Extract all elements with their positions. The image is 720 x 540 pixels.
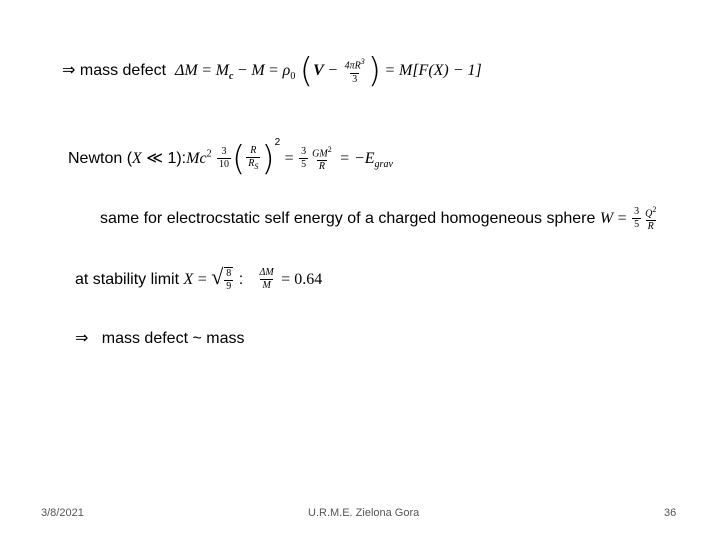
condition: ≪ 1): [141,150,187,167]
equals: = [617,209,627,227]
v: V [313,62,324,80]
fraction-gm2-r: $\frac{GM^2}{R}$ [312,145,332,173]
equals: = [284,150,294,167]
minus: − [328,62,338,80]
implies-arrow: ⇒ [75,330,89,347]
page-number: 36 [664,507,677,519]
right-paren: ) [261,138,275,179]
right-paren: ) [367,51,382,91]
equation-stability [75,264,322,293]
fraction-3-5: $\frac{3}{5}$ [301,146,307,171]
x: X [132,150,142,167]
fraction-r-rs: $\frac{R}{R_S}$ [248,144,259,171]
minus: − [237,62,247,80]
equals: = [269,62,279,80]
stability-text: at stability limit [75,271,180,288]
rho-zero: $\rho_0$ [282,62,296,83]
left-paren: ( [299,51,314,91]
equation-electrostatic [100,204,659,233]
newton-label: Newton ( [68,150,133,167]
equals: = [197,271,207,288]
m-c: $M_c$ [215,62,234,83]
footer-date: 3/8/2021 [41,507,84,519]
fraction-3-5: $\frac{3}{5}$ [634,206,640,231]
colon: : [238,271,244,288]
equals: = [202,62,212,80]
grav-energy: = $-E_{grav}$ [339,150,393,171]
equals: = [385,62,395,80]
implies-arrow: ⇒ [62,62,76,80]
conclusion-line [75,328,244,348]
fraction-volume: $\frac{4\pi R^3}{3}$ [344,57,365,85]
w: W [599,209,614,227]
fraction-dm-m: $\frac{\Delta M}{M}$ [259,267,274,292]
footer-center: U.R.M.E. Zielona Gora [308,507,420,519]
delta-m: ΔM [175,62,198,80]
sqrt-symbol: √ [211,264,224,289]
fraction-q2-r: $\frac{Q^2}{R}$ [645,205,657,233]
mc2: Mc$^2$ [186,148,212,167]
rhs-expression: M[F(X) − 1] [399,62,482,80]
m: M [251,62,265,80]
left-paren: ( [232,138,246,179]
exponent: 2 [274,137,281,148]
x: X [183,271,194,288]
equation-newton [68,137,393,179]
electrostatic-text: same for electrocstatic self energy of a charged homogeneous sphere [100,209,596,227]
conclusion-text: mass defect ~ mass [101,330,245,347]
equation-mass-defect [62,51,482,91]
stability-value: = 0.64 [281,271,323,288]
mass-defect-label: mass defect [79,62,167,80]
fraction-3-10: $\frac{3}{10}$ [219,146,230,171]
fraction-8-9: $\frac{8}{9}$ [226,267,232,292]
